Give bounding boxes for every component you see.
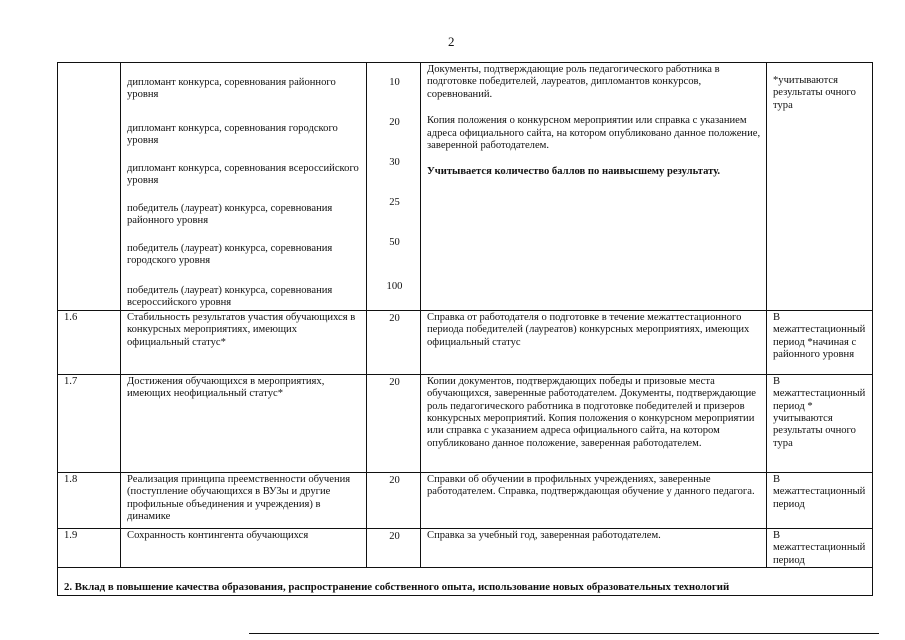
note-cell: В межаттестационный период * учитываются результаты очного тура xyxy=(767,374,873,472)
row-number: 1.7 xyxy=(58,374,121,472)
points-value: 10 xyxy=(389,77,400,88)
note-cell: В межаттестационный период xyxy=(767,472,873,528)
documents-text: Копия положения о конкурсном мероприятии или справка с указанием адреса официального сайта, на котором опубликовано данное положение, заверенной работодателем. xyxy=(427,115,761,152)
points-value: 30 xyxy=(389,157,400,168)
table-row xyxy=(58,374,873,472)
note-text: *учитываются результаты очного тура xyxy=(773,75,856,111)
bottom-rule xyxy=(249,633,879,634)
criterion-text: дипломант конкурса, соревнования городского уровня xyxy=(127,123,338,147)
criteria-table xyxy=(57,62,873,596)
row-number: 1.9 xyxy=(58,528,121,567)
row-number xyxy=(58,63,121,311)
points-cell: 20 xyxy=(367,374,421,472)
criterion-cell: Достижения обучающихся в мероприятиях, имеющих неофициальный статус* xyxy=(121,374,367,472)
documents-cell: Копии документов, подтверждающих победы и призовые места обучающихся, заверенные работодателем. Документы, подтверждающие роль педагогического работника в подготовке победителей и призеров конкурсных мероприятий. Копия положения о конкурсном мероприятии или справка с указанием адреса официального сайта, на котором опубликовано данное положение, заверенная работодателем. xyxy=(421,374,767,472)
criterion-cell: Стабильность результатов участия обучающихся в конкурсных мероприятиях, имеющих официальный статус* xyxy=(121,310,367,374)
table-row xyxy=(58,63,873,311)
criterion-text: дипломант конкурса, соревнования всероссийского уровня xyxy=(127,163,359,187)
points-value: 50 xyxy=(389,237,400,248)
points-value: 100 xyxy=(386,281,403,292)
criterion-cell: Реализация принципа преемственности обучения (поступление обучающихся в ВУЗы и другие профильные объединения и учреждения) в динамике xyxy=(121,472,367,528)
row-number: 1.8 xyxy=(58,472,121,528)
points-cell: 20 xyxy=(367,310,421,374)
note-cell: В межаттестационный период xyxy=(767,528,873,567)
criterion-cell xyxy=(121,63,367,311)
section-heading: 2. Вклад в повышение качества образования, распространение собственного опыта, использование новых образовательных технологий xyxy=(58,568,873,596)
table-row xyxy=(58,528,873,567)
points-cell: 20 xyxy=(367,528,421,567)
page-number: 2 xyxy=(448,34,455,49)
points-cell xyxy=(367,63,421,311)
table-row xyxy=(58,310,873,374)
points-value: 20 xyxy=(389,117,400,128)
points-value: 25 xyxy=(389,197,400,208)
criterion-text: победитель (лауреат) конкурса, соревнования районного уровня xyxy=(127,203,333,227)
documents-cell: Справка от работодателя о подготовке в течение межаттестационного периода победителей (лауреатов) конкурсных мероприятиях, имеющих официальный статус xyxy=(421,310,767,374)
documents-cell xyxy=(421,63,767,311)
note-cell xyxy=(767,63,873,311)
documents-text: Документы, подтверждающие роль педагогического работника в подготовке победителей, лауреатов, дипломантов конкурсов, соревнований. xyxy=(427,64,720,100)
criterion-text: дипломант конкурса, соревнования районного уровня xyxy=(127,77,336,101)
table-row xyxy=(58,472,873,528)
documents-cell: Справка за учебный год, заверенная работодателем. xyxy=(421,528,767,567)
note-cell: В межаттестационный период *начиная с районного уровня xyxy=(767,310,873,374)
criterion-text: победитель (лауреат) конкурса, соревнования всероссийского уровня xyxy=(127,285,333,309)
points-cell: 20 xyxy=(367,472,421,528)
documents-cell: Справки об обучении в профильных учреждениях, заверенные работодателем. Справка, подтверждающая обучение у данного педагога. xyxy=(421,472,767,528)
section-row xyxy=(58,568,873,596)
criterion-cell: Сохранность контингента обучающихся xyxy=(121,528,367,567)
documents-emphasis: Учитывается количество баллов по наивысшему результату. xyxy=(427,166,721,178)
criterion-text: победитель (лауреат) конкурса, соревнования городского уровня xyxy=(127,243,333,267)
row-number: 1.6 xyxy=(58,310,121,374)
